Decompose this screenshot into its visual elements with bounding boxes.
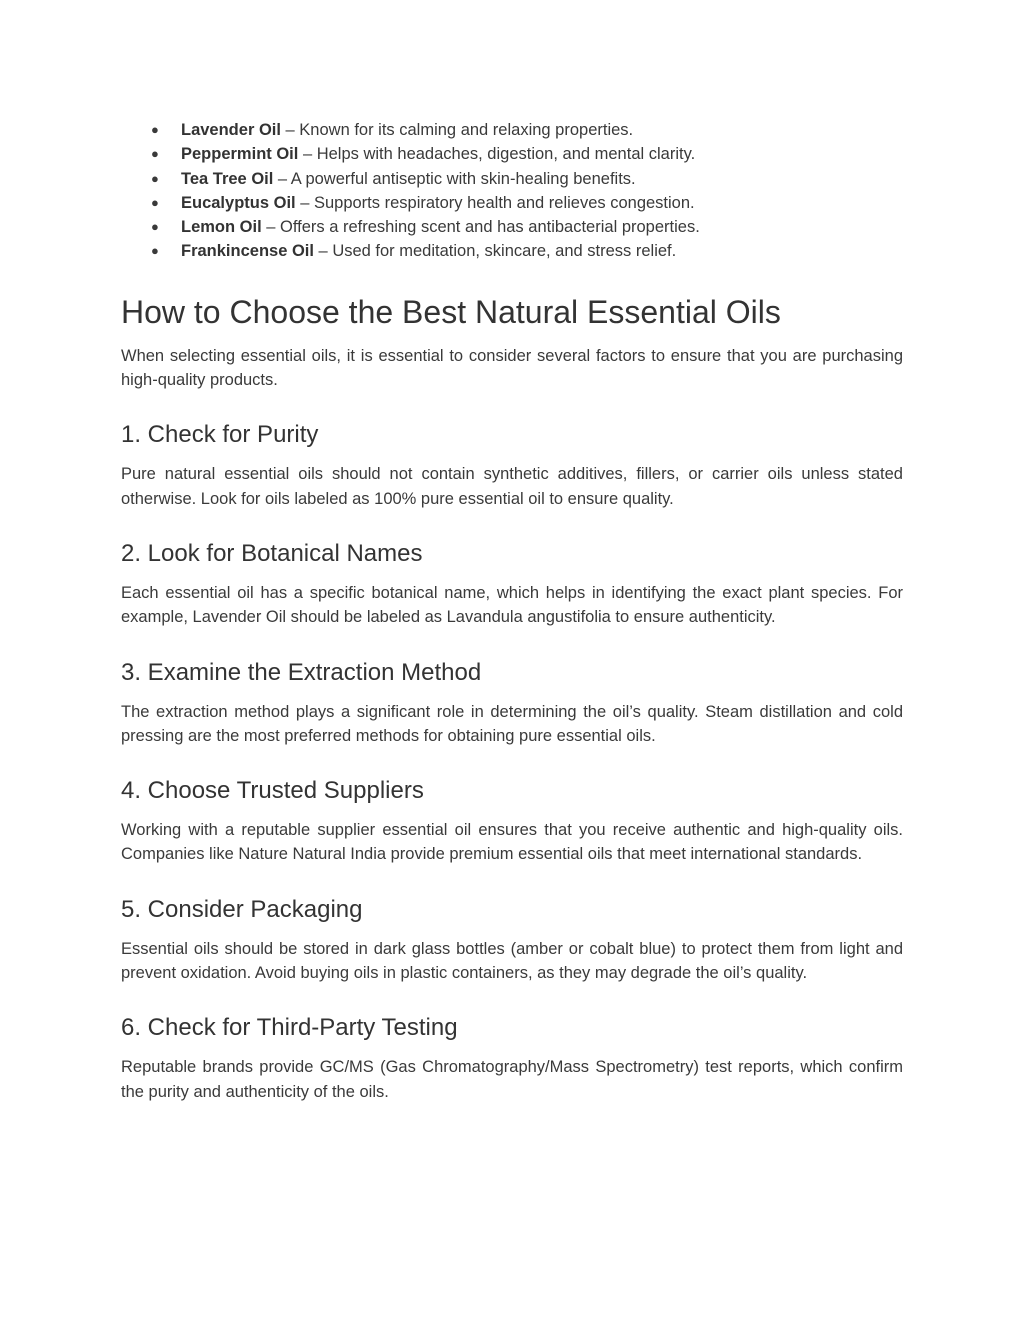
list-item-term: Peppermint Oil: [181, 145, 299, 164]
section-body-trusted-suppliers: Working with a reputable supplier essential oil ensures that you receive authentic and high-quality oils. Companies like Nature Natural India provide premium essential oils that meet international standards.: [121, 821, 903, 864]
list-item: [121, 118, 903, 142]
list-item-term: Eucalyptus Oil: [181, 193, 296, 212]
section-heading-extraction-method: 3. Examine the Extraction Method: [121, 658, 482, 686]
bullet-icon: ●: [151, 170, 159, 186]
list-item-desc: – Supports respiratory health and relieves congestion.: [295, 193, 695, 212]
essential-oils-list: [121, 118, 903, 264]
list-item-desc: – Helps with headaches, digestion, and mental clarity.: [298, 145, 696, 164]
section-heading-third-party-testing: 6. Check for Third-Party Testing: [121, 1014, 458, 1042]
bullet-icon: ●: [151, 194, 159, 210]
list-item-desc: – Offers a refreshing scent and has antibacterial properties.: [261, 218, 700, 237]
list-item-desc: – A powerful antiseptic with skin-healing benefits.: [273, 169, 636, 188]
bullet-icon: ●: [151, 122, 159, 137]
section-body-purity: Pure natural essential oils should not contain synthetic additives, fillers, or carrier oils unless stated otherwise. Look for oils labeled as 100% pure essential oil to ensure quality.: [121, 465, 903, 508]
list-item: [121, 215, 903, 239]
list-item-term: Lemon Oil: [181, 218, 262, 237]
section-heading-trusted-suppliers: 4. Choose Trusted Suppliers: [121, 777, 424, 805]
list-item: [121, 239, 903, 263]
bullet-icon: ●: [151, 243, 159, 259]
bullet-icon: ●: [151, 146, 159, 162]
list-item-term: Tea Tree Oil: [181, 169, 274, 188]
list-item: [121, 142, 903, 166]
list-item-term: Frankincense Oil: [181, 242, 314, 261]
section-heading-purity: 1. Check for Purity: [121, 421, 319, 449]
page-title: How to Choose the Best Natural Essential Oils: [121, 293, 781, 330]
section-heading-botanical-names: 2. Look for Botanical Names: [121, 539, 423, 567]
list-item-desc: – Used for meditation, skincare, and stress relief.: [313, 242, 677, 261]
bullet-icon: ●: [151, 219, 159, 235]
section-body-third-party-testing: Reputable brands provide GC/MS (Gas Chromatography/Mass Spectrometry) test reports, which confirm the purity and authenticity of the oils.: [121, 1058, 903, 1101]
intro-paragraph: When selecting essential oils, it is essential to consider several factors to ensure that you are purchasing high-quality products.: [121, 346, 903, 390]
list-item-desc: – Known for its calming and relaxing properties.: [280, 121, 634, 139]
section-body-botanical-names: Each essential oil has a specific botanical name, which helps in identifying the exact plant species. For example, Lavender Oil should be labeled as Lavandula angustifolia to ensure authenticity.: [121, 583, 903, 627]
section-body-extraction-method: The extraction method plays a significant role in determining the oil’s quality. Steam distillation and cold pressing are the most preferred methods for obtaining pure essential oils.: [121, 702, 903, 745]
section-body-packaging: Essential oils should be stored in dark glass bottles (amber or cobalt blue) to protect them from light and prevent oxidation. Avoid buying oils in plastic containers, as they may degrade the oil’s quality.: [121, 939, 903, 983]
document-content: [121, 118, 903, 1104]
section-heading-packaging: 5. Consider Packaging: [121, 895, 363, 923]
list-item: [121, 191, 903, 215]
list-item: [121, 167, 903, 191]
list-item-term: Lavender Oil: [181, 121, 281, 139]
